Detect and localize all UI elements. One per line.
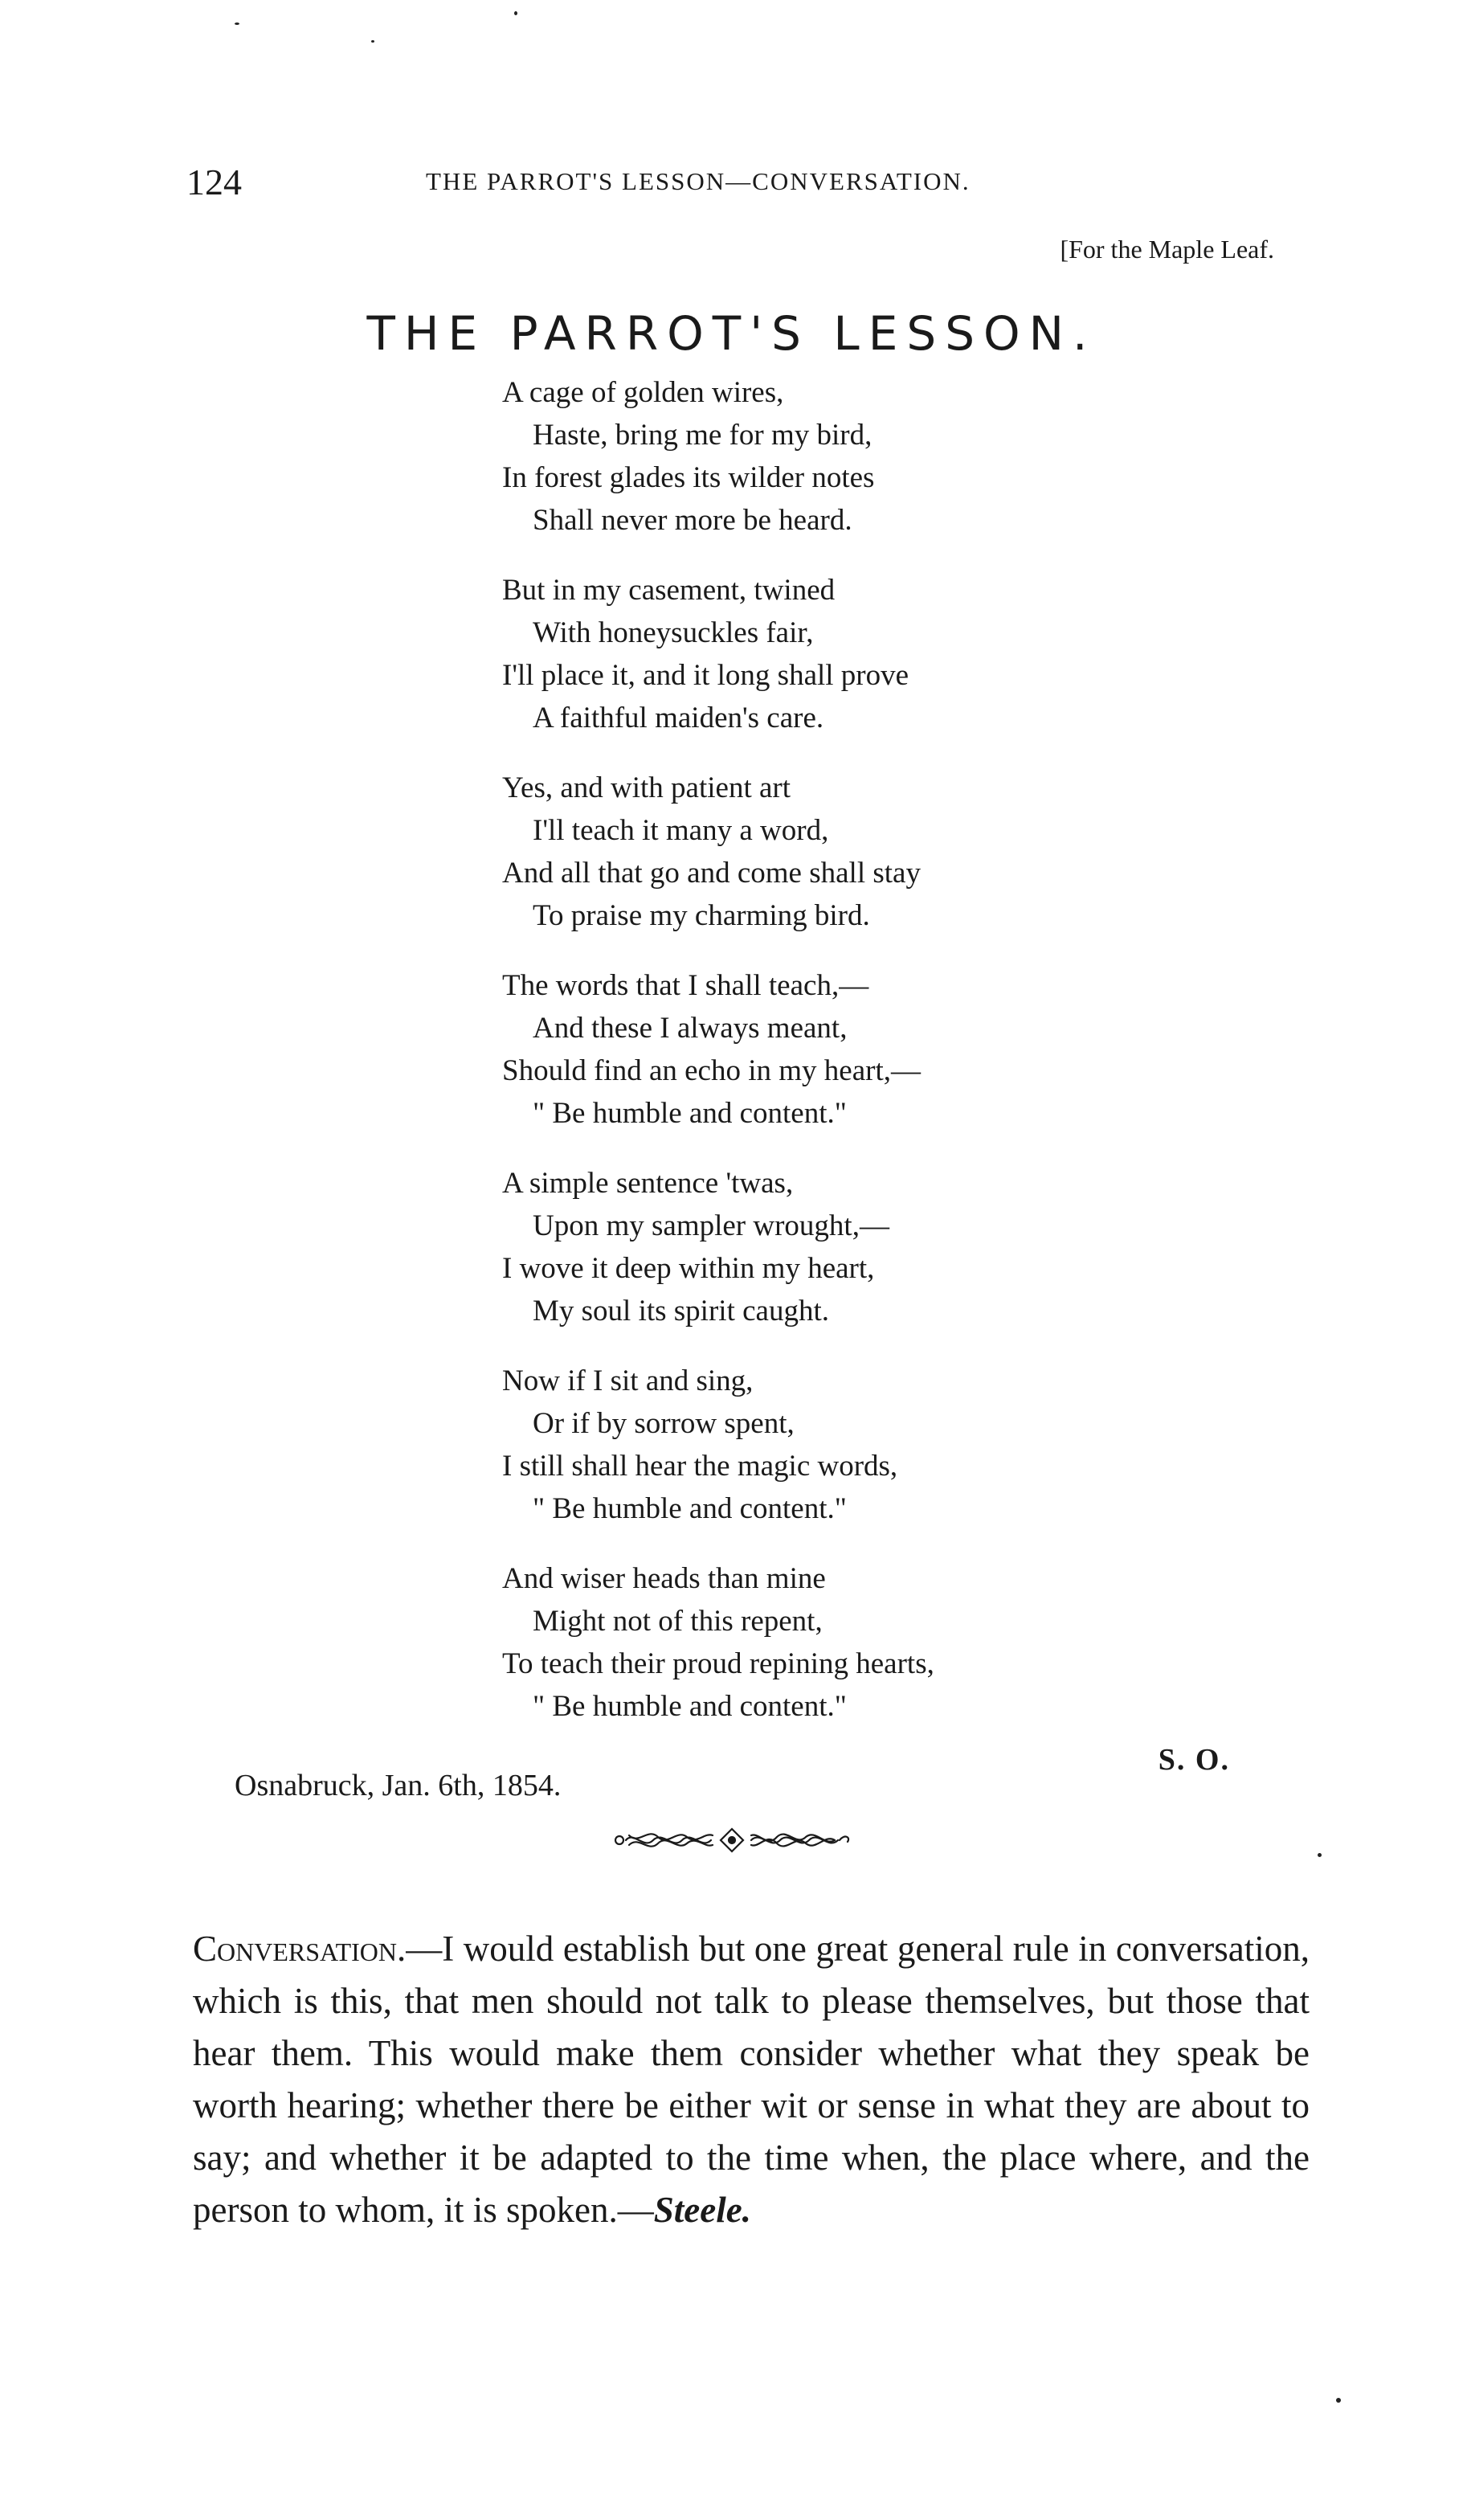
poem-line: I'll place it, and it long shall prove (502, 659, 909, 692)
poem-line: Yes, and with patient art (502, 771, 791, 804)
source-note: [For the Maple Leaf. (1060, 235, 1274, 264)
poem-line: To praise my charming bird. (533, 899, 870, 932)
ink-speck (371, 40, 374, 43)
poem-line: My soul its spirit caught. (533, 1295, 829, 1328)
stanza (502, 569, 909, 739)
poem-line: And all that go and come shall stay (502, 857, 921, 890)
poem-line: The words that I shall teach,— (502, 969, 869, 1002)
stanza (502, 371, 874, 542)
poem-line: To teach their proud repining hearts, (502, 1647, 934, 1680)
poem-line: In forest glades its wilder notes (502, 461, 875, 494)
poem-line: Shall never more be heard. (533, 504, 852, 537)
poem-line: And wiser heads than mine (502, 1562, 826, 1595)
poem-line: With honeysuckles fair, (533, 616, 814, 649)
ink-speck (235, 22, 239, 25)
conversation-paragraph (193, 1923, 1310, 2236)
paragraph-attribution: Steele. (653, 2190, 751, 2230)
stanza (502, 1360, 897, 1530)
ink-speck (514, 11, 517, 15)
paragraph-body: —I would establish but one great general rule in conversation, which is this, that men should not talk to please themselves, but those that hear them. This would make them consider whether what they speak be worth hearing; whether there be either wit or sense in what they are about to say; and whether it be adapted to the time when, the place where, and the person to whom, it is spoken.— (193, 1929, 1310, 2230)
ink-speck (1336, 2398, 1341, 2403)
poem-line: A faithful maiden's care. (533, 702, 824, 734)
poem-line: Should find an echo in my heart,— (502, 1054, 921, 1087)
poem-line: I wove it deep within my heart, (502, 1252, 875, 1285)
poem-line: Now if I sit and sing, (502, 1364, 754, 1397)
poem-line: I'll teach it many a word, (533, 814, 829, 847)
running-title: THE PARROT'S LESSON—CONVERSATION. (426, 167, 971, 195)
poem-line: Or if by sorrow spent, (533, 1407, 795, 1440)
poem-line: Haste, bring me for my bird, (533, 419, 872, 452)
stanza (502, 1162, 889, 1332)
poem-line: Upon my sampler wrought,— (533, 1209, 889, 1242)
poem-line: A cage of golden wires, (502, 376, 784, 409)
poem-line: " Be humble and content." (533, 1690, 847, 1723)
ornamental-divider (0, 1824, 1463, 1864)
poem-line: But in my casement, twined (502, 574, 836, 607)
running-head (0, 161, 1463, 209)
page-number: 124 (186, 162, 242, 202)
poem-signature: S. O. (1158, 1743, 1230, 1777)
poem-title: THE PARROT'S LESSON. (366, 305, 1097, 361)
poem-line: A simple sentence 'twas, (502, 1167, 794, 1200)
poem-line: " Be humble and content." (533, 1097, 847, 1130)
poem-line: " Be humble and content." (533, 1492, 847, 1525)
divider-flourish-icon (611, 1824, 852, 1856)
paragraph-lead: Conversation. (193, 1929, 407, 1969)
poem-line: I still shall hear the magic words, (502, 1450, 898, 1483)
stanza (502, 767, 921, 937)
stanza (502, 964, 921, 1135)
poem-dateline: Osnabruck, Jan. 6th, 1854. (235, 1769, 562, 1802)
stanza (502, 1557, 934, 1728)
poem-line: Might not of this repent, (533, 1605, 823, 1638)
poem-line: And these I always meant, (533, 1012, 848, 1045)
